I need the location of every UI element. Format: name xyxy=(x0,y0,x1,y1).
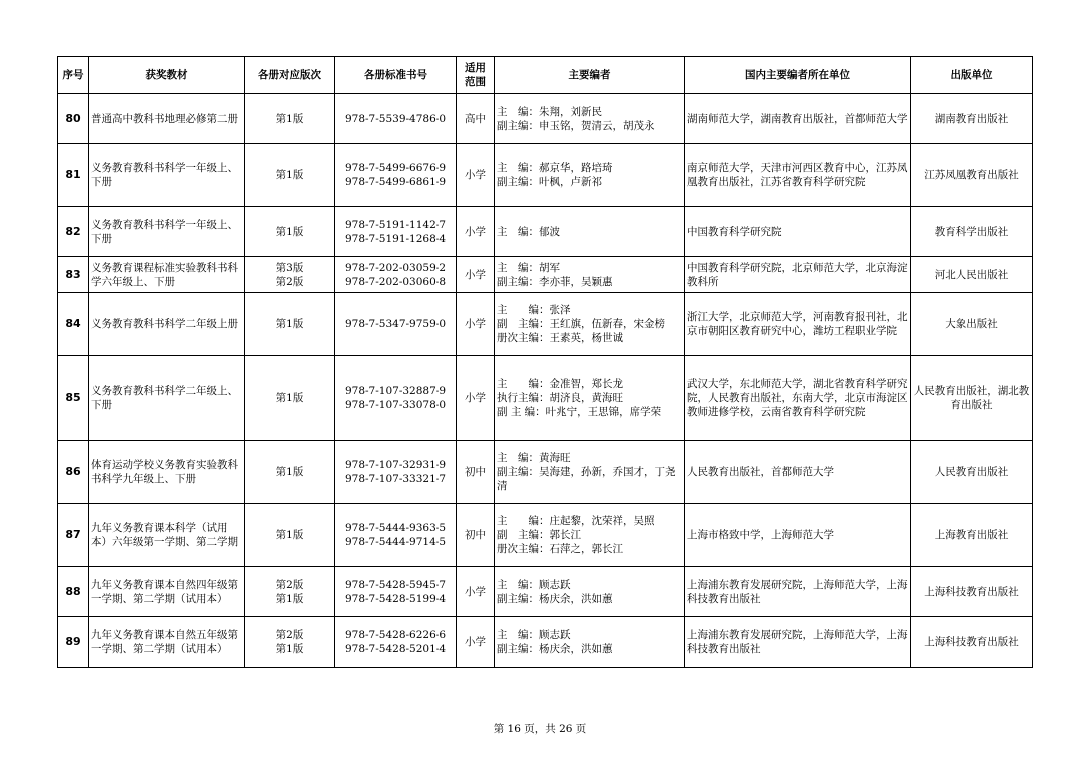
header-isbn: 各册标准书号 xyxy=(335,57,457,94)
cell-edition xyxy=(245,144,335,207)
cell-isbn xyxy=(335,144,457,207)
isbn-line: 978-7-5191-1142-7 xyxy=(344,218,447,231)
isbn-line: 978-7-5428-5199-4 xyxy=(344,592,447,605)
cell-publisher xyxy=(911,504,1033,567)
isbn-line: 978-7-202-03059-2 xyxy=(344,261,447,274)
isbn-line: 978-7-5347-9759-0 xyxy=(344,318,447,330)
cell-edition xyxy=(245,207,335,257)
award-table xyxy=(57,56,1033,668)
title-text: 义务教育教科书科学二年级上、下册 xyxy=(91,385,238,411)
units-text: 上海浦东教育发展研究院，上海师范大学，上海科技教育出版社 xyxy=(687,578,908,605)
cell-seq: 82 xyxy=(58,207,89,257)
cell-seq: 84 xyxy=(58,293,89,356)
cell-seq: 80 xyxy=(58,94,89,144)
table-row xyxy=(58,441,1033,504)
isbn-line: 978-7-5499-6676-9 xyxy=(344,162,447,174)
editor-line: 副 主编：王红旗，伍新春，宋金榜 xyxy=(497,318,665,330)
table-row xyxy=(58,504,1033,567)
isbn-line: 978-7-107-33078-0 xyxy=(344,399,447,411)
cell-isbn xyxy=(335,207,457,257)
editor-line: 册次主编：王素英，杨世诚 xyxy=(497,332,623,344)
cell-title xyxy=(89,504,245,567)
cell-title xyxy=(89,617,245,668)
cell-publisher xyxy=(911,207,1033,257)
cell-units xyxy=(685,94,911,144)
title-text: 九年义务教育课本自然五年级第一学期、第二学期（试用本） xyxy=(91,629,238,655)
header-scope xyxy=(457,57,495,94)
title-text: 义务教育教科书科学一年级上、下册 xyxy=(91,162,238,188)
isbn-line: 978-7-107-32887-9 xyxy=(344,385,447,397)
cell-title xyxy=(89,144,245,207)
publisher-text: 大象出版社 xyxy=(945,318,998,330)
title-text: 义务教育课程标准实验教科书科学六年级上、下册 xyxy=(91,261,238,288)
cell-isbn xyxy=(335,504,457,567)
table-row xyxy=(58,144,1033,207)
cell-isbn xyxy=(335,356,457,441)
editor-line: 主 编：顾志跃 xyxy=(497,629,571,641)
cell-units xyxy=(685,144,911,207)
edition-line: 第2版 xyxy=(275,629,304,641)
table-row xyxy=(58,257,1033,293)
editor-line: 主 编：顾志跃 xyxy=(497,578,571,591)
publisher-text: 湖南教育出版社 xyxy=(934,112,1009,125)
header-title: 获奖教材 xyxy=(89,57,245,94)
cell-scope: 初中 xyxy=(457,504,495,567)
publisher-text: 人民教育出版社，湖北教育出版社 xyxy=(913,385,1030,411)
cell-publisher xyxy=(911,567,1033,617)
editor-line: 执行主编：胡济良，黄海旺 xyxy=(497,392,623,404)
title-text: 义务教育教科书科学二年级上册 xyxy=(91,318,238,330)
cell-edition xyxy=(245,617,335,668)
cell-scope: 小学 xyxy=(457,567,495,617)
cell-edition xyxy=(245,293,335,356)
cell-publisher xyxy=(911,617,1033,668)
editor-line: 册次主编：石萍之，郭长江 xyxy=(497,543,623,555)
edition-line: 第1版 xyxy=(275,466,304,478)
isbn-line: 978-7-5499-6861-9 xyxy=(344,176,447,188)
cell-editors xyxy=(495,94,685,144)
table-row xyxy=(58,94,1033,144)
cell-seq: 87 xyxy=(58,504,89,567)
cell-editors xyxy=(495,441,685,504)
cell-seq: 83 xyxy=(58,257,89,293)
cell-seq: 88 xyxy=(58,567,89,617)
isbn-line: 978-7-202-03060-8 xyxy=(344,275,447,288)
edition-line: 第1版 xyxy=(275,318,304,330)
publisher-text: 江苏凤凰教育出版社 xyxy=(924,169,1019,181)
cell-isbn xyxy=(335,293,457,356)
units-text: 上海市格致中学，上海师范大学 xyxy=(687,529,834,541)
cell-publisher xyxy=(911,356,1033,441)
editor-line: 主 编：张泽 xyxy=(497,304,571,316)
edition-line: 第2版 xyxy=(275,275,304,288)
cell-scope: 小学 xyxy=(457,293,495,356)
editor-line: 副主编：叶枫，卢新祁 xyxy=(497,176,602,188)
cell-isbn xyxy=(335,567,457,617)
edition-line: 第1版 xyxy=(275,112,304,125)
title-text: 九年义务教育课本自然四年级第一学期、第二学期（试用本） xyxy=(91,578,238,605)
cell-editors xyxy=(495,207,685,257)
table-row xyxy=(58,356,1033,441)
units-text: 中国教育科学研究院 xyxy=(687,225,782,238)
cell-editors xyxy=(495,617,685,668)
cell-edition xyxy=(245,441,335,504)
header-units: 国内主要编者所在单位 xyxy=(685,57,911,94)
cell-editors xyxy=(495,257,685,293)
table-row xyxy=(58,207,1033,257)
editor-line: 主 编：郝京华，路培琦 xyxy=(497,162,613,174)
cell-units xyxy=(685,257,911,293)
cell-publisher xyxy=(911,293,1033,356)
title-text: 普通高中教科书地理必修第二册 xyxy=(91,112,238,125)
cell-units xyxy=(685,504,911,567)
header-seq: 序号 xyxy=(58,57,89,94)
isbn-line: 978-7-5191-1268-4 xyxy=(344,232,447,245)
cell-scope: 初中 xyxy=(457,441,495,504)
isbn-line: 978-7-5428-6226-6 xyxy=(344,629,447,641)
editor-line: 主 编：朱翔，刘新民 xyxy=(497,105,602,118)
cell-title xyxy=(89,293,245,356)
editor-line: 副主编：杨庆余，洪如蕙 xyxy=(497,643,613,655)
publisher-text: 上海科技教育出版社 xyxy=(924,585,1019,598)
cell-publisher xyxy=(911,94,1033,144)
publisher-text: 上海教育出版社 xyxy=(934,529,1009,541)
units-text: 上海浦东教育发展研究院，上海师范大学，上海科技教育出版社 xyxy=(687,629,908,655)
isbn-line: 978-7-5428-5945-7 xyxy=(344,578,447,591)
cell-editors xyxy=(495,567,685,617)
cell-title xyxy=(89,441,245,504)
isbn-line: 978-7-5539-4786-0 xyxy=(344,112,447,125)
publisher-text: 上海科技教育出版社 xyxy=(924,636,1019,648)
editor-line: 主 编：金准智，郑长龙 xyxy=(497,378,623,390)
cell-scope: 小学 xyxy=(457,207,495,257)
header-publisher: 出版单位 xyxy=(911,57,1033,94)
cell-seq: 86 xyxy=(58,441,89,504)
header-edition: 各册对应版次 xyxy=(245,57,335,94)
units-text: 湖南师范大学，湖南教育出版社，首都师范大学 xyxy=(687,112,908,125)
header-row xyxy=(58,57,1033,94)
table-row xyxy=(58,293,1033,356)
cell-title xyxy=(89,257,245,293)
units-text: 南京师范大学，天津市河西区教育中心，江苏凤凰教育出版社，江苏省教育科学研究院 xyxy=(687,162,908,188)
edition-line: 第1版 xyxy=(275,225,304,238)
cell-publisher xyxy=(911,257,1033,293)
cell-title xyxy=(89,356,245,441)
editor-line: 副 主 编：叶兆宁，王思锦，席学荣 xyxy=(497,406,662,418)
cell-editors xyxy=(495,144,685,207)
isbn-line: 978-7-107-33321-7 xyxy=(344,473,447,485)
cell-edition xyxy=(245,504,335,567)
editor-line: 副主编：吴海建，孙新，乔国才，丁尧清 xyxy=(497,466,676,492)
edition-line: 第1版 xyxy=(275,392,304,404)
cell-editors xyxy=(495,293,685,356)
cell-isbn xyxy=(335,257,457,293)
isbn-line: 978-7-5444-9363-5 xyxy=(344,522,447,534)
edition-line: 第1版 xyxy=(275,529,304,541)
cell-isbn xyxy=(335,94,457,144)
cell-edition xyxy=(245,94,335,144)
cell-units xyxy=(685,293,911,356)
editor-line: 主 编：郁波 xyxy=(497,225,560,238)
cell-editors xyxy=(495,356,685,441)
isbn-line: 978-7-107-32931-9 xyxy=(344,459,447,471)
editor-line: 副主编：李亦菲，吴颖惠 xyxy=(497,275,613,288)
cell-title xyxy=(89,94,245,144)
cell-scope: 小学 xyxy=(457,356,495,441)
cell-seq: 81 xyxy=(58,144,89,207)
cell-scope: 小学 xyxy=(457,144,495,207)
cell-edition xyxy=(245,257,335,293)
table-row xyxy=(58,617,1033,668)
title-text: 九年义务教育课本科学（试用本）六年级第一学期、第二学期 xyxy=(91,522,238,548)
editor-line: 副主编：申玉铭，贺清云，胡茂永 xyxy=(497,119,655,132)
cell-units xyxy=(685,356,911,441)
editor-line: 副 主编：郭长江 xyxy=(497,529,581,541)
page-footer: 第 16 页，共 26 页 xyxy=(493,723,587,735)
cell-units xyxy=(685,441,911,504)
units-text: 人民教育出版社，首都师范大学 xyxy=(687,466,834,478)
header-editors: 主要编者 xyxy=(495,57,685,94)
cell-scope: 高中 xyxy=(457,94,495,144)
edition-line: 第3版 xyxy=(275,261,304,274)
units-text: 武汉大学，东北师范大学，湖北省教育科学研究院，人民教育出版社，东南大学，北京市海淀区教师进修学校，云南省教育科学研究院 xyxy=(687,378,908,418)
edition-line: 第1版 xyxy=(275,592,304,605)
editor-line: 主 编：黄海旺 xyxy=(497,452,571,464)
units-text: 浙江大学，北京师范大学，河南教育报刊社，北京市朝阳区教育研究中心，潍坊工程职业学院 xyxy=(687,311,908,337)
cell-units xyxy=(685,617,911,668)
publisher-text: 人民教育出版社 xyxy=(934,466,1009,478)
cell-units xyxy=(685,207,911,257)
cell-scope: 小学 xyxy=(457,257,495,293)
editor-line: 副主编：杨庆余，洪如蕙 xyxy=(497,592,613,605)
cell-publisher xyxy=(911,441,1033,504)
edition-line: 第1版 xyxy=(275,643,304,655)
cell-editors xyxy=(495,504,685,567)
edition-line: 第2版 xyxy=(275,578,304,591)
table-row xyxy=(58,567,1033,617)
cell-scope: 小学 xyxy=(457,617,495,668)
edition-line: 第1版 xyxy=(275,169,304,181)
cell-seq: 89 xyxy=(58,617,89,668)
cell-edition xyxy=(245,567,335,617)
title-text: 体育运动学校义务教育实验教科书科学九年级上、下册 xyxy=(91,459,238,485)
cell-isbn xyxy=(335,441,457,504)
cell-title xyxy=(89,207,245,257)
cell-units xyxy=(685,567,911,617)
cell-seq: 85 xyxy=(58,356,89,441)
isbn-line: 978-7-5428-5201-4 xyxy=(344,643,447,655)
editor-line: 主 编：庄起黎，沈荣祥，吴照 xyxy=(497,515,655,527)
publisher-text: 教育科学出版社 xyxy=(934,225,1009,238)
isbn-line: 978-7-5444-9714-5 xyxy=(344,536,447,548)
editor-line: 主 编：胡军 xyxy=(497,261,560,274)
header-scope-text: 适用范围 xyxy=(465,62,486,88)
title-text: 义务教育教科书科学一年级上、下册 xyxy=(91,218,238,245)
cell-title xyxy=(89,567,245,617)
cell-publisher xyxy=(911,144,1033,207)
publisher-text: 河北人民出版社 xyxy=(934,268,1009,281)
units-text: 中国教育科学研究院，北京师范大学，北京海淀教科所 xyxy=(687,261,908,288)
cell-isbn xyxy=(335,617,457,668)
cell-edition xyxy=(245,356,335,441)
